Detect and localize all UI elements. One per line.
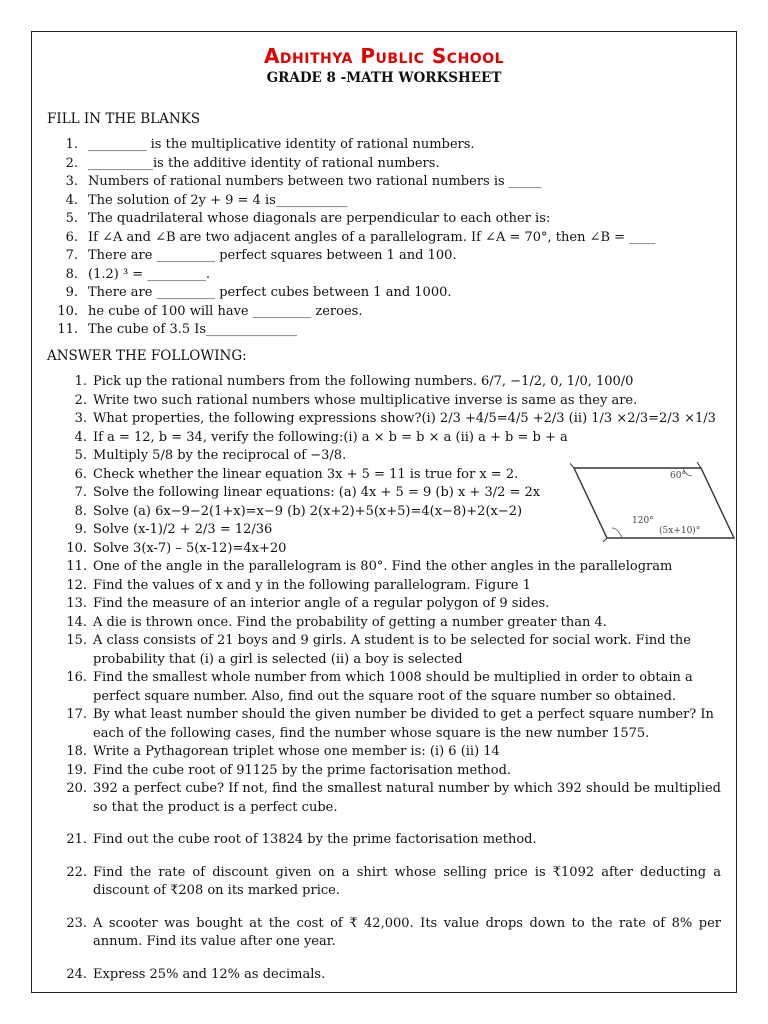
list-item: 21. Find out the cube root of 13824 by the prime factorisation method. [66, 832, 537, 847]
list-item: 7. Solve the following linear equations: (a) 4x + 5 = 9 (b) x + 3/2 = 2x [74, 485, 541, 500]
list-item: 8. (1.2) ³ = _________. [65, 266, 210, 282]
fill-blanks-heading: FILL IN THE BLANKS [47, 111, 201, 127]
list-item: 14. A die is thrown once. Find the probability of getting a number greater than 4. [66, 614, 607, 630]
parallelogram-figure [570, 462, 736, 542]
list-item: 22. Find the rate of discount given on a shirt whose selling price is ₹1092 after deducting a discount of ₹208 on its marked price. [66, 864, 721, 898]
list-item: 5. The quadrilateral whose diagonals are perpendicular to each other is: [65, 211, 551, 226]
list-item: 9. Solve (x-1)/2 + 2/3 = 12/36 [74, 522, 273, 537]
list-item: 5. Multiply 5/8 by the reciprocal of −3/8. [74, 448, 347, 463]
list-item: 2. Write two such rational numbers whose multiplicative inverse is same as they are. [74, 392, 638, 408]
list-item: 2. __________is the additive identity of rational numbers. [65, 155, 440, 171]
list-item: 8. Solve (a) 6x−9−2(1+x)=x−9 (b) 2(x+2)+5(x+5)=4(x−8)+2(x−2) [74, 503, 523, 519]
list-item: 10. Solve 3(x-7) – 5(x-12)=4x+20 [66, 540, 287, 556]
school-title: Adhithya Public School [263, 44, 505, 68]
list-item: 12. Find the values of x and y in the following parallelogram. Figure 1 [66, 577, 531, 593]
list-item: 18. Write a Pythagorean triplet whose one member is: (i) 6 (ii) 14 [66, 744, 500, 759]
list-item: 17. By what least number should the given number be divided to get a perfect square number? In each of the following cases, find the number whose square is the new number 1575. [66, 707, 714, 741]
list-item: 16. Find the smallest whole number from which 1008 should be multiplied in order to obtain a perfect square number. Also, find out the square root of the square number so obtained. [66, 670, 693, 704]
list-item: 4. The solution of 2y + 9 = 4 is___________ [65, 192, 348, 208]
list-item: 13. Find the measure of an interior angle of a regular polygon of 9 sides. [66, 596, 550, 611]
list-item: 11. The cube of 3.5 Is______________ [57, 322, 298, 337]
angle-label-top: 60° [670, 471, 686, 481]
angle-label-left: 120° [632, 516, 654, 526]
list-item: 9. There are _________ perfect cubes between 1 and 1000. [65, 285, 452, 300]
angle-label-right: (5x+10)° [659, 526, 701, 536]
worksheet-title: GRADE 8 -MATH WORKSHEET [266, 70, 502, 86]
parallelogram-shape [574, 468, 734, 538]
list-item: 3. What properties, the following expressions show?(i) 2/3 +4/5=4/5 +2/3 (ii) 1/3 ×2/3=2/3 ×1/3 [74, 411, 716, 426]
list-item: 19. Find the cube root of 91125 by the prime factorisation method. [66, 762, 512, 778]
list-item: 7. There are _________ perfect squares between 1 and 100. [65, 248, 457, 263]
list-item: 10. he cube of 100 will have _________ zeroes. [57, 303, 363, 319]
list-item: 1. _________ is the multiplicative identity of rational numbers. [65, 137, 475, 152]
list-item: 1. Pick up the rational numbers from the following numbers. 6/7, −1/2, 0, 1/0, 100/0 [74, 374, 634, 389]
answer-heading: ANSWER THE FOLLOWING: [47, 348, 247, 364]
list-item: 11. One of the angle in the parallelogram is 80°. Find the other angles in the parallelogram [66, 559, 673, 574]
list-item: 6. If ∠A and ∠B are two adjacent angles of a parallelogram. If ∠A = 70°, then ∠B = ____ [65, 229, 656, 245]
list-item: 3. Numbers of rational numbers between two rational numbers is _____ [65, 174, 542, 189]
list-item: 23. A scooter was bought at the cost of ₹ 42,000. Its value drops down to the rate of 8% per annum. Find its value after one year. [66, 915, 721, 949]
list-item: 4. If a = 12, b = 34, verify the following:(i) a × b = b × a (ii) a + b = b + a [74, 429, 568, 445]
list-item: 24. Express 25% and 12% as decimals. [66, 966, 326, 982]
list-item: 15. A class consists of 21 boys and 9 girls. A student is to be selected for social work. Find the probability that (i) a girl is selected (ii) a boy is selected [66, 633, 691, 667]
list-item: 20. 392 a perfect cube? If not, find the smallest natural number by which 392 should be multiplied so that the product is a perfect cube. [66, 781, 721, 815]
list-item: 6. Check whether the linear equation 3x + 5 = 11 is true for x = 2. [74, 466, 519, 482]
fill-blanks-list [47, 136, 707, 340]
